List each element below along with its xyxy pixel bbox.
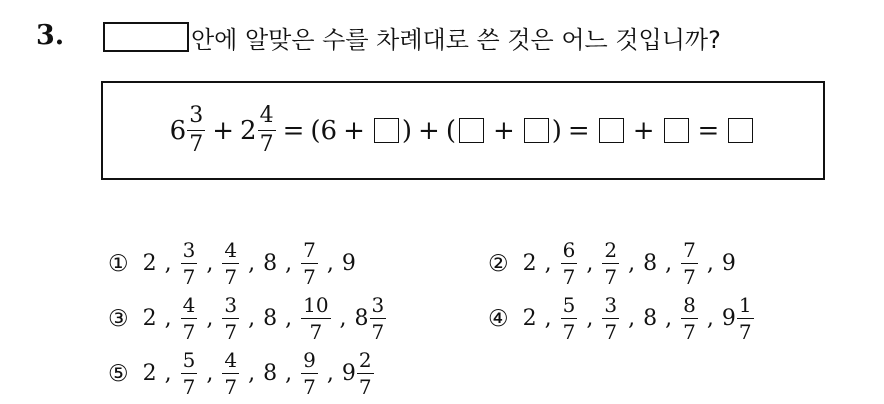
choice-number: ② — [488, 250, 509, 277]
plus-sign: + — [418, 115, 440, 146]
comma: , — [164, 361, 172, 386]
term1-whole: 6 — [169, 115, 187, 146]
comma: , — [544, 251, 552, 276]
equals-sign: = — [282, 115, 305, 146]
comma: , — [164, 251, 172, 276]
mixed-number — [355, 295, 388, 342]
fraction-body — [301, 295, 330, 342]
comma: , — [586, 251, 594, 276]
fraction-body — [561, 295, 578, 342]
question-text: 안에 알맞은 수를 차례대로 쓴 것은 어느 것입니까? — [191, 25, 721, 54]
comma: , — [586, 306, 594, 331]
mixed-number — [722, 295, 755, 342]
whole-part: 9 — [341, 361, 356, 386]
numerator: 5 — [562, 293, 576, 317]
comma: , — [206, 251, 214, 276]
numerator: 1 — [738, 293, 752, 317]
numerator: 3 — [224, 293, 238, 317]
fraction-body — [181, 350, 198, 397]
comma: , — [248, 251, 256, 276]
choice-number: ③ — [108, 305, 129, 332]
fraction — [221, 295, 240, 342]
fraction — [560, 295, 579, 342]
fraction-body — [681, 240, 698, 287]
denominator: 7 — [604, 265, 618, 289]
equation-box — [101, 81, 825, 180]
numerator: 7 — [683, 238, 696, 262]
plus-sign: + — [632, 115, 655, 146]
comma: , — [706, 306, 714, 331]
numerator: 8 — [683, 293, 696, 317]
fraction-body — [301, 240, 318, 287]
fraction-body — [222, 295, 239, 342]
numerator: 2 — [358, 348, 372, 372]
choice-value: 9 — [341, 251, 356, 276]
denominator: 7 — [738, 320, 752, 344]
denominator: 7 — [562, 320, 576, 344]
equation — [170, 105, 757, 156]
fraction — [601, 240, 620, 287]
fraction — [221, 350, 240, 397]
numerator: 4 — [182, 293, 196, 317]
blank-square — [728, 118, 753, 143]
choice-number: ⑤ — [108, 360, 129, 387]
numerator: 5 — [182, 348, 196, 372]
choice-value: 8 — [263, 251, 278, 276]
term2-fraction: $\frac{4}{7}$ — [259, 103, 274, 157]
choice-value: 8 — [263, 306, 278, 331]
term2-whole: 2 — [240, 115, 257, 146]
fraction — [300, 295, 331, 342]
choice-value: 2 — [522, 306, 537, 331]
fraction — [180, 350, 199, 397]
choice-5[interactable] — [108, 350, 379, 397]
comma: , — [706, 251, 714, 276]
fraction — [180, 240, 199, 287]
fraction-body — [222, 240, 239, 287]
choice-2[interactable] — [488, 240, 740, 287]
comma: , — [628, 251, 636, 276]
fraction-body — [301, 350, 318, 397]
fraction — [601, 295, 620, 342]
open-paren: ( — [310, 115, 321, 146]
numerator: 9 — [303, 348, 316, 372]
numerator: 10 — [303, 293, 329, 317]
denominator: 7 — [224, 375, 238, 399]
comma: , — [665, 251, 673, 276]
choice-value: 2 — [522, 251, 537, 276]
comma: , — [628, 306, 636, 331]
whole-part: 8 — [354, 306, 369, 331]
choice-value: 2 — [142, 251, 157, 276]
inner-whole: 6 — [320, 115, 338, 146]
open-paren: ( — [445, 115, 456, 146]
denominator: 7 — [182, 265, 196, 289]
plus-sign: + — [343, 115, 365, 146]
comma: , — [164, 306, 172, 331]
fraction-body — [602, 240, 619, 287]
numerator: 2 — [604, 238, 618, 262]
fraction-body — [602, 295, 619, 342]
denominator: 7 — [182, 320, 196, 344]
comma: , — [248, 361, 256, 386]
plus-sign: + — [212, 115, 235, 146]
comma: , — [326, 251, 334, 276]
fraction — [300, 350, 319, 397]
fraction-body — [561, 240, 578, 287]
comma: , — [248, 306, 256, 331]
equals-sign: = — [567, 115, 590, 146]
comma: , — [285, 306, 293, 331]
numerator: 3 — [371, 293, 385, 317]
term1-fraction: $\frac{3}{7}$ — [189, 103, 204, 157]
fraction-body — [222, 350, 239, 397]
fraction-body — [370, 295, 387, 342]
fraction-body — [181, 240, 198, 287]
fraction-body — [181, 295, 198, 342]
choice-number: ④ — [488, 305, 509, 332]
choice-value: 2 — [142, 361, 157, 386]
denominator: 7 — [309, 320, 323, 344]
close-paren: ) — [551, 115, 562, 146]
numerator: 3 — [182, 238, 196, 262]
comma: , — [326, 361, 334, 386]
denominator: 7 — [182, 375, 196, 399]
question-number: 3. — [36, 20, 65, 51]
choice-value: 8 — [643, 251, 658, 276]
denominator: 7 — [562, 265, 576, 289]
choice-1[interactable] — [108, 240, 360, 287]
fraction — [560, 240, 579, 287]
numerator: 7 — [303, 238, 316, 262]
fraction — [300, 240, 319, 287]
answer-blank-box — [103, 22, 189, 52]
blank-square — [664, 118, 689, 143]
choice-number: ① — [108, 250, 129, 277]
fraction — [680, 240, 699, 287]
comma: , — [285, 361, 293, 386]
equals-sign: = — [697, 115, 720, 146]
fraction-body — [357, 350, 374, 397]
comma: , — [285, 251, 293, 276]
plus-sign: + — [492, 115, 515, 146]
fraction — [221, 240, 240, 287]
blank-square — [524, 118, 549, 143]
fraction — [180, 295, 199, 342]
choice-value: 2 — [142, 306, 157, 331]
close-paren: ) — [401, 115, 413, 146]
choice-4[interactable] — [488, 295, 759, 342]
blank-square — [599, 118, 624, 143]
numerator: 3 — [604, 293, 618, 317]
comma: , — [339, 306, 347, 331]
fraction-body — [681, 295, 698, 342]
denominator: 7 — [224, 265, 238, 289]
comma: , — [206, 306, 214, 331]
denominator: 7 — [371, 320, 385, 344]
choice-value: 9 — [721, 251, 736, 276]
denominator: 7 — [683, 265, 696, 289]
denominator: 7 — [303, 265, 316, 289]
fraction-body — [737, 295, 754, 342]
fraction — [680, 295, 699, 342]
numerator: 4 — [224, 348, 238, 372]
comma: , — [544, 306, 552, 331]
comma: , — [665, 306, 673, 331]
mixed-number — [342, 350, 375, 397]
comma: , — [206, 361, 214, 386]
whole-part: 9 — [721, 306, 736, 331]
denominator: 7 — [303, 375, 316, 399]
numerator: 6 — [562, 238, 576, 262]
choice-3[interactable] — [108, 295, 391, 342]
choice-value: 8 — [643, 306, 658, 331]
denominator: 7 — [683, 320, 696, 344]
denominator: 7 — [604, 320, 618, 344]
blank-square — [459, 118, 484, 143]
blank-square — [374, 118, 399, 143]
question-line — [103, 19, 721, 55]
denominator: 7 — [224, 320, 238, 344]
choice-value: 8 — [263, 361, 278, 386]
denominator: 7 — [358, 375, 372, 399]
numerator: 4 — [224, 238, 238, 262]
